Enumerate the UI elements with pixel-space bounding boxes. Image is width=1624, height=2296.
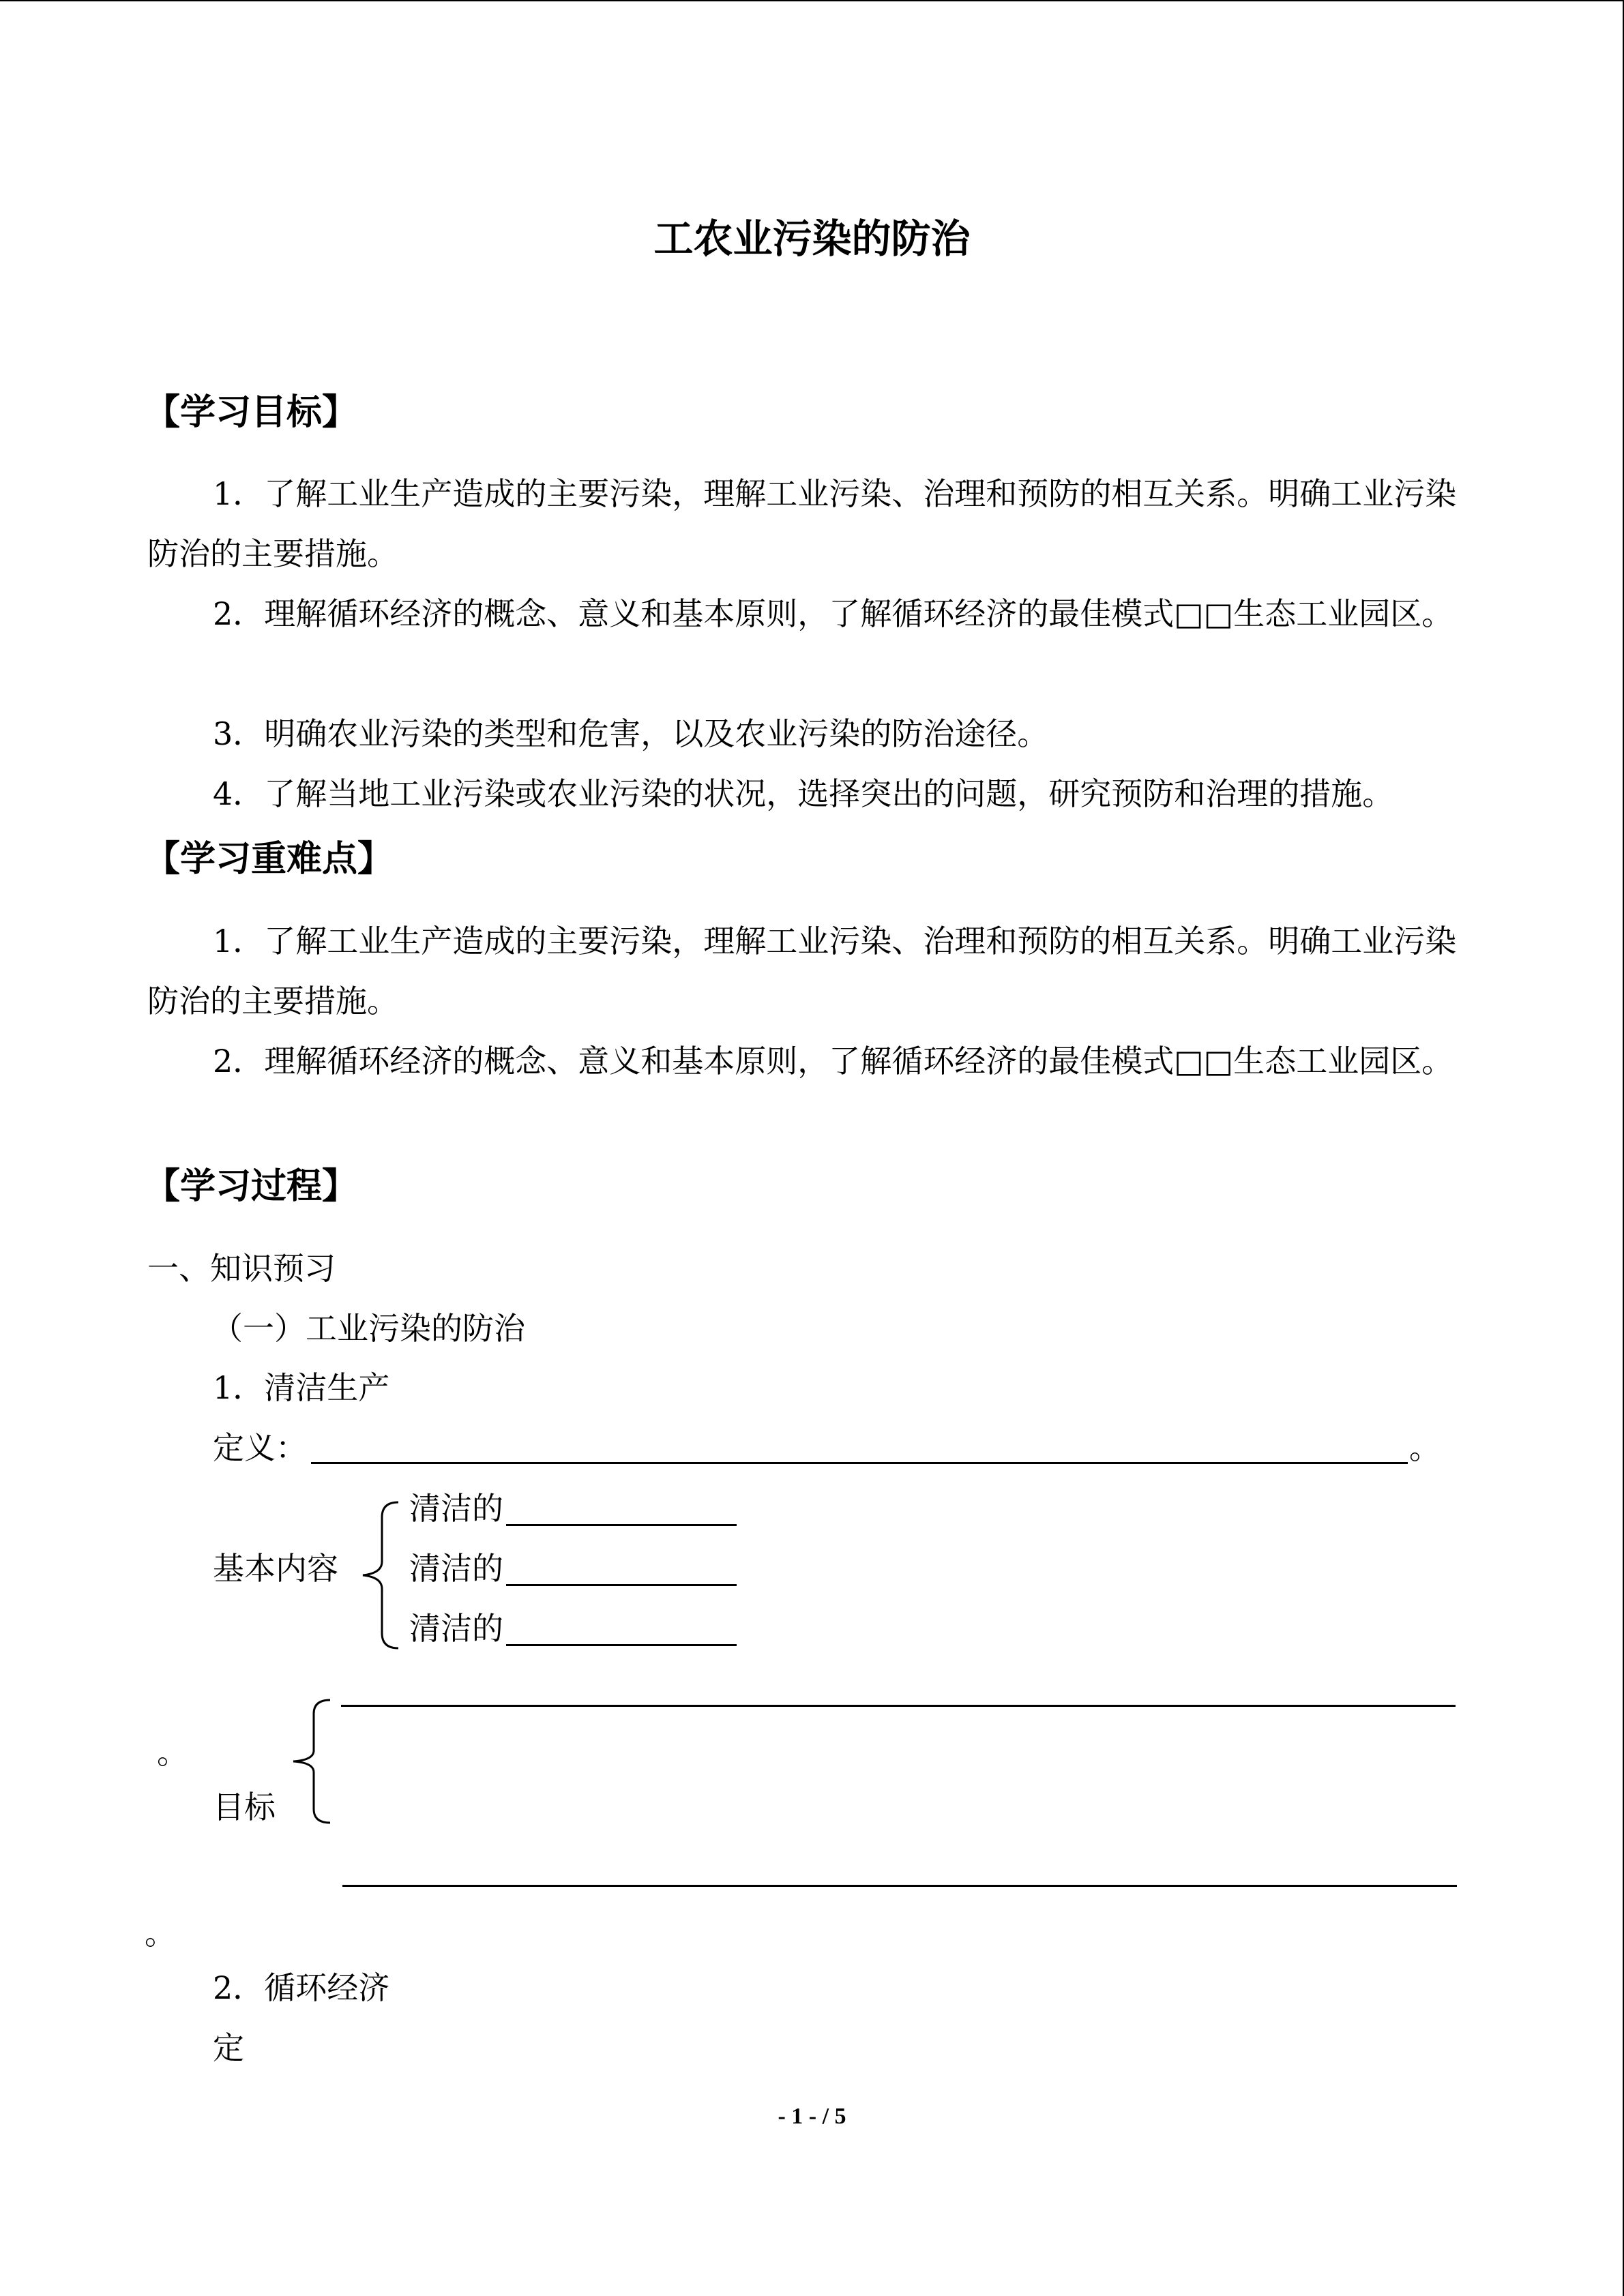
- content-item-3-blank: [506, 1644, 737, 1646]
- goal-end-mark-1: 。: [157, 1734, 188, 1771]
- definition-blank-line: [311, 1462, 1408, 1464]
- process-heading: 【学习过程】: [145, 1166, 358, 1207]
- content-item-1-label: 清洁的: [409, 1490, 503, 1527]
- subsection-industrial-pollution: （一）工业污染的防治: [211, 1310, 525, 1347]
- content-item-1-blank: [506, 1524, 737, 1526]
- key-points-heading: 【学习重难点】: [145, 839, 394, 880]
- item-clean-production: 1．清洁生产: [213, 1369, 390, 1406]
- goal-brace-icon: [286, 1695, 334, 1828]
- content-item-2-blank: [506, 1584, 737, 1586]
- item-circular-economy: 2．循环经济: [213, 1969, 390, 2006]
- definition-label: 定义：: [213, 1429, 307, 1466]
- objective-item-4: 4．了解当地工业污染或农业污染的状况，选择突出的问题，研究预防和治理的措施。: [213, 775, 1394, 812]
- page-number: - 1 - / 5: [778, 2104, 846, 2129]
- key-point-item-2: 2．理解循环经济的概念、意义和基本原则，了解循环经济的最佳模式□□生态工业园区。: [213, 1043, 1453, 1079]
- content-brace-icon: [355, 1497, 402, 1654]
- objective-item-1: 1．了解工业生产造成的主要污染，理解工业污染、治理和预防的相互关系。明确工业污染防治的主要措施。: [147, 475, 1457, 572]
- document-title: 工农业污染的防治: [653, 215, 971, 262]
- circular-economy-definition-start: 定: [213, 2029, 244, 2066]
- goal-end-mark-2: 。: [145, 1915, 176, 1952]
- key-point-item-1: 1．了解工业生产造成的主要污染，理解工业污染、治理和预防的相互关系。明确工业污染防治的主要措施。: [147, 923, 1457, 1019]
- objective-item-3: 3．明确农业污染的类型和危害，以及农业污染的防治途径。: [213, 715, 1049, 752]
- goal-blank-line-1: [341, 1705, 1456, 1707]
- objective-item-2: 2．理解循环经济的概念、意义和基本原则，了解循环经济的最佳模式□□生态工业园区。: [213, 595, 1453, 632]
- definition-end-mark: 。: [1409, 1429, 1441, 1466]
- content-item-2-label: 清洁的: [409, 1550, 503, 1587]
- basic-content-label: 基本内容: [213, 1550, 338, 1587]
- section-knowledge-preview: 一、知识预习: [147, 1250, 336, 1287]
- objectives-heading: 【学习目标】: [145, 392, 358, 433]
- goal-blank-line-2: [342, 1885, 1457, 1887]
- content-item-3-label: 清洁的: [409, 1610, 503, 1647]
- goal-label: 目标: [213, 1789, 276, 1825]
